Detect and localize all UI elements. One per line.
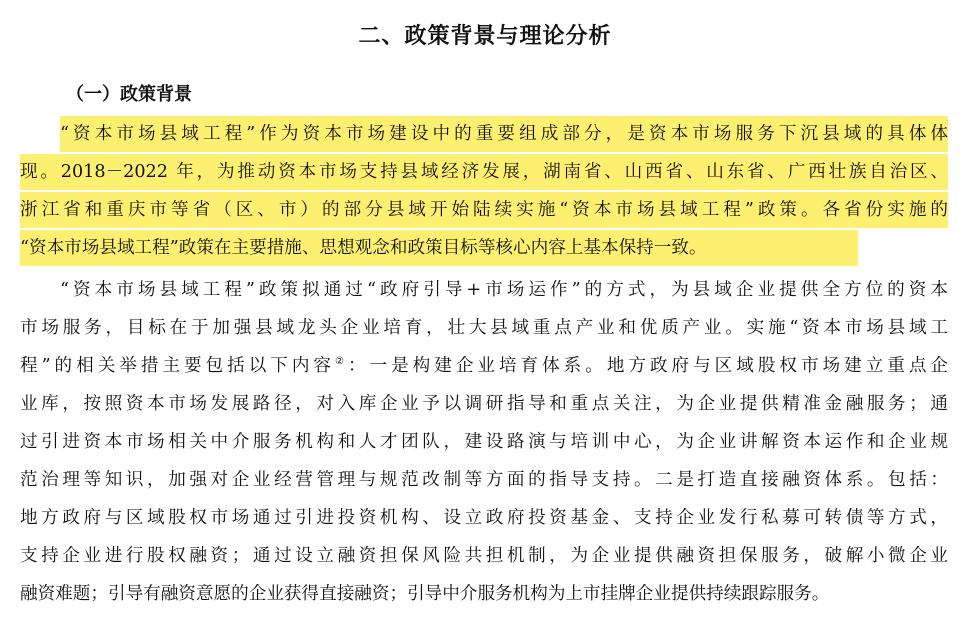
paragraph-line: “资本市场县域工程”作为资本市场建设中的重要组成部分，是资本市场服务下沉县域的具体体 xyxy=(60,124,948,144)
section-title: 二、政策背景与理论分析 xyxy=(358,24,612,49)
paragraph-line: 融资难题；引导有融资意愿的企业获得直接融资；引导中介服务机构为上市挂牌企业提供持续跟踪服务。 xyxy=(20,584,830,604)
paragraph-line: 范治理等知识，加强对企业经营管理与规范改制等方面的指导支持。二是打造直接融资体系。包括： xyxy=(20,470,948,490)
paragraph-line: 市场服务，目标在于加强县域龙头企业培育，壮大县域重点产业和优质产业。实施“资本市场县域工 xyxy=(20,318,948,338)
footnote-marker[interactable]: ② xyxy=(335,356,348,368)
paragraph-line: “资本市场县域工程”政策在主要措施、思想观念和政策目标等核心内容上基本保持一致。 xyxy=(20,238,707,258)
paragraph-line: 过引进资本市场相关中介服务机构和人才团队，建设路演与培训中心，为企业讲解资本运作和企业规 xyxy=(20,432,948,452)
paragraph-text: ：一是构建企业培育体系。地方政府与区域股权市场建立重点企 xyxy=(347,356,949,376)
paragraph-line: 现。2018－2022 年，为推动资本市场支持县域经济发展，湖南省、山西省、山东省、广西壮族自治区、 xyxy=(20,162,948,182)
paragraph-line: 地方政府与区域股权市场通过引进投资机构、设立政府投资基金、支持企业发行私募可转债等方式， xyxy=(20,508,948,528)
paragraph-line: 支持企业进行股权融资；通过设立融资担保风险共担机制，为企业提供融资担保服务，破解小微企业 xyxy=(20,546,948,566)
paragraph-line: 浙江省和重庆市等省（区、市）的部分县域开始陆续实施“资本市场县域工程”政策。各省份实施的 xyxy=(20,200,948,220)
paragraph-line: “资本市场县域工程”政策拟通过“政府引导+市场运作”的方式，为县域企业提供全方位的资本 xyxy=(60,280,948,300)
paragraph-line xyxy=(20,347,948,385)
subsection-heading: （一）政策背景 xyxy=(66,84,192,105)
paragraph-line: 业库，按照资本市场发展路径，对入库企业予以调研指导和重点关注，为企业提供精准金融服务；通 xyxy=(20,394,948,414)
paragraph-text: 程”的相关举措主要包括以下内容 xyxy=(20,356,335,376)
